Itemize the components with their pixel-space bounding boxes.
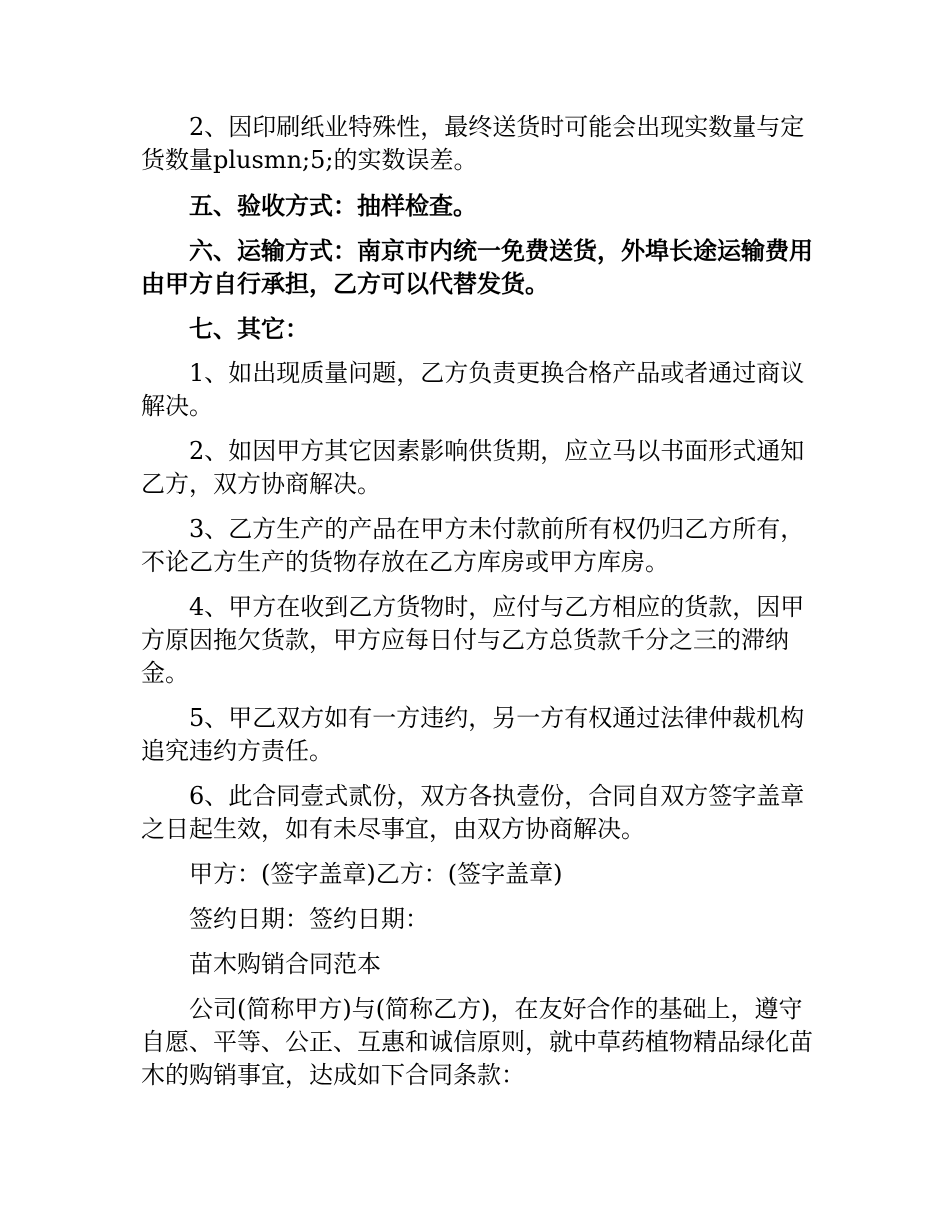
signature-line: 甲方：(签字盖章)乙方：(签字盖章) <box>189 860 563 888</box>
other-clause-3: 3、乙方生产的产品在甲方未付款前所有权仍归乙方所有，不论乙方生产的货物存放在乙方库房或甲方库房。 <box>141 515 805 576</box>
other-clause-4: 4、甲方在收到乙方货物时，应付与乙方相应的货款，因甲方原因拖欠货款，甲方应每日付与乙方总货款千分之三的滞纳金。 <box>141 593 805 687</box>
other-clause-5: 5、甲乙双方如有一方违约，另一方有权通过法律仲裁机构追究违约方责任。 <box>141 704 805 765</box>
section-7-other-heading: 七、其它： <box>189 314 309 343</box>
section-6-transport-heading: 六、运输方式：南京市内统一免费送货，外埠长途运输费用由甲方自行承担，乙方可以代替发货。 <box>141 236 813 298</box>
contract-title: 苗木购销合同范本 <box>189 950 381 978</box>
clause-2-quantity-tolerance: 2、因印刷纸业特殊性，最终送货时可能会出现实数量与定货数量plusmn;5;的实数误差。 <box>141 113 805 174</box>
other-clause-6: 6、此合同壹式贰份，双方各执壹份，合同自双方签字盖章之日起生效，如有未尽事宜，由双方协商解决。 <box>141 782 805 843</box>
other-clause-2: 2、如因甲方其它因素影响供货期，应立马以书面形式通知乙方，双方协商解决。 <box>141 437 805 498</box>
signing-date-line: 签约日期：签约日期： <box>189 905 429 933</box>
other-clause-1: 1、如出现质量问题，乙方负责更换合格产品或者通过商议解决。 <box>141 359 805 420</box>
contract-intro: 公司(简称甲方)与(简称乙方)，在友好合作的基础上，遵守自愿、平等、公正、互惠和诚信原则，就中草药植物精品绿化苗木的购销事宜，达成如下合同条款： <box>141 995 813 1089</box>
section-5-inspection-heading: 五、验收方式：抽样检查。 <box>189 191 477 220</box>
document-body <box>141 111 813 1104</box>
